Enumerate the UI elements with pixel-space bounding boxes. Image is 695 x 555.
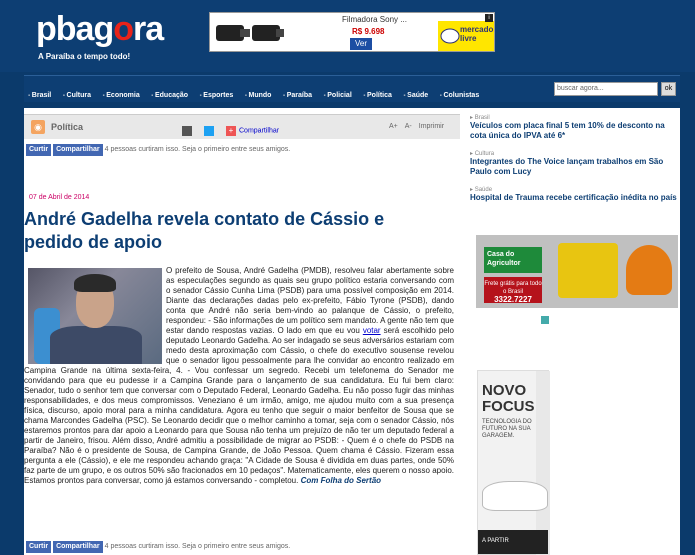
fb-share-button[interactable]: Compartilhar	[53, 144, 103, 156]
fb-like-button-bottom[interactable]: Curtir	[26, 541, 51, 553]
article-toolbar	[24, 114, 460, 139]
ad-ford-text: TECNOLOGIA DO FUTURO NA SUA GARAGEM.	[482, 419, 532, 439]
nav-item-saude[interactable]: ▪ Saúde	[403, 92, 428, 99]
camcorder-image	[214, 19, 284, 47]
news-headline[interactable]: Veículos com placa final 5 tem 10% de desconto na cota única do IPVA até 6*	[470, 121, 665, 140]
ad-view-button[interactable]: Ver	[350, 38, 372, 50]
article-date: 07 de Abril de 2014	[29, 194, 90, 201]
nav-item-esportes[interactable]: ▪ Esportes	[200, 92, 234, 99]
share-plus-icon[interactable]: +	[226, 126, 236, 136]
sidebar-news-item[interactable]	[470, 150, 680, 177]
logo-text-main: pbag	[36, 10, 114, 48]
news-category: ▸ Saúde	[470, 186, 680, 193]
generator-image	[558, 243, 618, 298]
logo-text-accent: o	[113, 10, 133, 48]
handshake-icon	[440, 26, 460, 46]
article-source: Com Folha do Sertão	[300, 476, 382, 485]
hair-shape	[74, 274, 116, 292]
car-image	[482, 481, 548, 511]
fb-share-button-bottom[interactable]: Compartilhar	[53, 541, 103, 553]
font-decrease-button[interactable]: A-	[404, 123, 412, 130]
article-text-part1: O prefeito de Sousa, André Gadelha (PMDB), resolveu falar abertamente sobre as especulações segundo as quais seu grupo político estaria conversando com o senador Cássio Cunha Lima (PSDB) para uma possível composição em 2014. Diante das declarações dadas pelo ex-prefeito, Fábio Tyrone (PSDB), dando conta que André não seria bem-vindo ao palanque de Cássio, o prefeito, respondeu: - São informações de um político sem mandato. A gente não tem que estar dando respostas vazias. O lado em que eu vou	[166, 266, 454, 335]
nav-item-paraiba[interactable]: ▪ Paraíba	[283, 92, 312, 99]
ad-ford-footer: A PARTIR	[478, 530, 548, 554]
news-category: ▸ Cultura	[470, 150, 680, 157]
ad-side-strip	[536, 371, 550, 555]
site-tagline: A Paraíba o tempo todo!	[38, 52, 131, 61]
news-headline[interactable]: Integrantes do The Voice lançam trabalhos em São Paulo com Lucy	[470, 157, 664, 176]
search-input[interactable]: buscar agora...	[554, 82, 658, 96]
font-increase-button[interactable]: A+	[389, 123, 398, 130]
article-text-part2: será escolhido pelo deputado Leonardo Gadelha. Ao ser indagado se seus adversários estariam com medo desta aproximação com Cássio, o chefe do executivo sousense revelou que o senador ligou pessoalmente para lhe convidar ao encontro realizado em Campina Grande na última sexta-feira, 4. - Vou confessar um segredo. Recebi um telefonema do Senador me convidando para que eu pudesse ir a Campina Grande para o lançamento de sua candidatura. Eu fui bem claro: Senador, tudo o senhor tem que conversar com o Deputado Federal, Leonardo Gadelha. Eu não posso fugir das minhas responsabilidades, e dos meus compromissos. Veneziano é um irmão, amigo, me ajudou muito com a sua presença física, discurso, apoio moral para a minha candidatura. Agora eu tenho que seguir o maior benfeitor de Sousa que se chama Marcondes Gadelha (PSC). Se Leonardo decidir que o melhor caminho a tomar, seja com o senador Cássio, nós estaremos prontos para dar apoio a Leonardo para que Sousa não tenha um prejuízo de não ter um deputado federal a partir de Janeiro, frisou. Além disso, André admitiu a possibilidade de migrar ao PSDB: - Quem é o chefe do PSDB na Paraíba? Não é o presidente de Sousa, de Campina Grande, de João Pessoa. Quem chama é Cássio. Fizeram essa pergunta a ele (Cássio), e ele me respondeu achando graça: "A Cidade de Sousa é dividida em duas partes, onde 50% faz parte de um grupo, e os outros 50% são fracionados em 10 pedaços". Matematicamente, eles querem o nosso apoio. Estamos prontos para conversar, como já estamos conversando - completou.	[24, 326, 454, 485]
ad-tagline: Frete grátis para todo o Brasil	[484, 281, 542, 295]
sidebar-news-item[interactable]	[470, 186, 680, 203]
ad-info-icon[interactable]: i	[485, 14, 493, 22]
ad-ford-title-line2: FOCUS	[482, 398, 535, 415]
fb-like-button[interactable]: Curtir	[26, 144, 51, 156]
article-title: André Gadelha revela contato de Cássio e pedido de apoio	[24, 209, 385, 252]
search-button[interactable]: ok	[661, 82, 676, 96]
mixer-image	[626, 245, 672, 295]
logo-text-end: ra	[133, 10, 164, 48]
ad-product-name: Filmadora Sony ...	[342, 15, 407, 24]
ad-contact	[484, 277, 542, 303]
ad-phone: 3322.7227	[494, 295, 532, 304]
facebook-like-bar-bottom	[26, 541, 290, 553]
nav-item-brasil[interactable]: ▪ Brasil	[28, 92, 51, 99]
article-tools	[389, 123, 451, 130]
ad-ford-title	[482, 383, 535, 415]
ad-brand: Casa do Agricultor	[484, 247, 542, 273]
mercado-livre-text: mercado livre	[460, 25, 494, 43]
share-link[interactable]: Compartilhar	[239, 127, 280, 135]
facebook-like-bar-top	[26, 144, 290, 156]
twitter-icon[interactable]	[204, 126, 214, 136]
email-icon[interactable]	[182, 126, 192, 136]
main-nav	[24, 75, 680, 102]
nav-item-mundo[interactable]: ▪ Mundo	[245, 92, 272, 99]
ford-focus-ad[interactable]	[477, 370, 549, 555]
site-logo[interactable]	[36, 10, 163, 49]
nav-item-policial[interactable]: ▪ Policial	[323, 92, 351, 99]
nav-item-colunistas[interactable]: ▪ Colunistas	[440, 92, 480, 99]
site-header	[0, 0, 695, 72]
nav-item-politica[interactable]: ▪ Política	[363, 92, 392, 99]
top-banner-ad[interactable]	[209, 12, 495, 52]
ad-choices-icon[interactable]	[541, 316, 549, 324]
sidebar-news-item[interactable]	[470, 114, 680, 141]
ad-ford-title-line1: NOVO	[482, 382, 527, 399]
article-photo	[28, 268, 162, 364]
nav-item-economia[interactable]: ▪ Economia	[102, 92, 139, 99]
share-icons	[182, 122, 279, 140]
fb-like-text: 4 pessoas curtiram isso. Seja o primeiro entre seus amigos.	[104, 146, 291, 153]
nav-item-educacao[interactable]: ▪ Educação	[151, 92, 188, 99]
casa-do-agricultor-ad[interactable]	[476, 235, 678, 308]
section-label[interactable]: Política	[51, 122, 84, 132]
news-category: ▸ Brasil	[470, 114, 680, 121]
ad-product-price: R$ 9.698	[352, 27, 385, 36]
fb-like-text-bottom: 4 pessoas curtiram isso. Seja o primeiro entre seus amigos.	[104, 543, 291, 550]
nav-item-cultura[interactable]: ▪ Cultura	[63, 92, 91, 99]
article-inline-link[interactable]: votar	[362, 326, 381, 335]
main-content	[24, 108, 680, 555]
shirt-shape	[50, 326, 142, 364]
rss-icon[interactable]: ◉	[31, 120, 45, 134]
print-button[interactable]: Imprimir	[418, 123, 445, 130]
mercado-livre-logo[interactable]	[438, 21, 494, 51]
news-headline[interactable]: Hospital de Trauma recebe certificação inédita no país	[470, 193, 677, 202]
